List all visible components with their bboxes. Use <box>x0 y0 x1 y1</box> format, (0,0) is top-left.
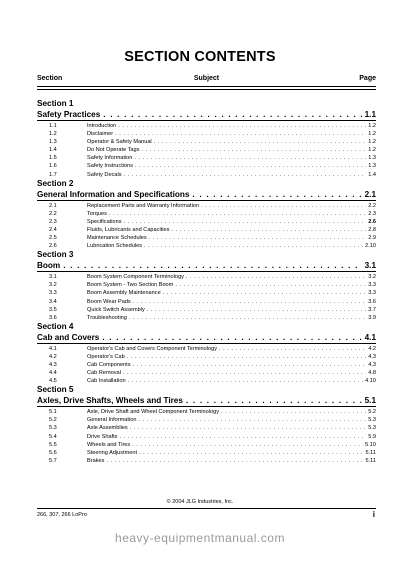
toc-entry[interactable] <box>37 298 376 306</box>
entry-number: 3.6 <box>49 314 57 321</box>
entry-page: 4.2 <box>368 345 376 352</box>
entry-number: 5.7 <box>49 457 57 464</box>
entry-page: 4.3 <box>368 361 376 368</box>
header-section: Section <box>37 75 63 82</box>
dot-leader <box>141 146 366 154</box>
dot-leader <box>192 189 361 200</box>
entry-subject: Lubrication Schedules <box>87 243 143 250</box>
entry-page: 3.9 <box>368 314 376 321</box>
toc-entry[interactable] <box>37 289 376 297</box>
entry-page: 1.2 <box>368 123 376 129</box>
entry-subject: Torques <box>87 210 107 217</box>
entry-page: 2.8 <box>368 226 376 233</box>
entry-subject: Replacement Parts and Warranty Information <box>87 202 200 209</box>
toc-entry[interactable] <box>37 408 376 416</box>
entry-number: 3.4 <box>49 298 57 305</box>
entry-subject: Operator & Safety Manual <box>87 139 152 146</box>
entry-number: 5.5 <box>49 441 57 448</box>
section-title: General Information and Specifications <box>37 189 190 199</box>
entry-subject: Brakes <box>87 457 105 464</box>
dot-leader <box>109 210 366 218</box>
entry-number: 4.3 <box>49 361 57 368</box>
entry-page: 5.2 <box>368 409 376 416</box>
dot-leader <box>221 408 366 416</box>
dot-leader <box>186 395 362 406</box>
section-label: Section 2 <box>37 178 74 188</box>
toc-entry[interactable] <box>37 242 376 250</box>
entry-number: 1.1 <box>49 123 57 129</box>
entry-page: 5.3 <box>368 425 376 432</box>
dot-leader <box>149 234 367 242</box>
toc-entry[interactable] <box>37 202 376 210</box>
entry-page: 2.9 <box>368 235 376 242</box>
entry-subject: Safety Instructions <box>87 163 134 170</box>
section-page: 1.1 <box>364 110 376 119</box>
entry-subject: General Information <box>87 417 137 424</box>
toc-entry[interactable] <box>37 122 376 130</box>
section-title: Safety Practices <box>37 110 101 119</box>
entry-subject: Safety Decals <box>87 171 122 178</box>
section-label: Section 5 <box>37 385 74 395</box>
toc-entry[interactable] <box>37 273 376 281</box>
entry-page: 2.3 <box>368 210 376 217</box>
toc-entry[interactable] <box>37 441 376 449</box>
dot-leader <box>127 353 366 361</box>
entry-page: 4.3 <box>368 353 376 360</box>
entry-subject: Operator's Cab and Covers Component Terminology <box>87 345 217 352</box>
entry-subject: Wheels and Tires <box>87 441 131 448</box>
entry-number: 3.1 <box>49 274 57 281</box>
entry-number: 3.2 <box>49 282 57 289</box>
toc-entry[interactable] <box>37 154 376 162</box>
dot-leader <box>133 361 367 369</box>
entry-number: 5.3 <box>49 425 57 432</box>
toc-entry[interactable] <box>37 314 376 322</box>
dot-leader <box>138 416 366 424</box>
entry-subject: Operator's Cab <box>87 353 125 360</box>
dot-leader <box>63 260 361 271</box>
dot-leader <box>144 242 363 250</box>
entry-page: 1.4 <box>368 171 376 178</box>
dot-leader <box>132 441 363 449</box>
toc-entry[interactable] <box>37 369 376 377</box>
header-rule-top <box>37 86 376 87</box>
dot-leader <box>124 171 367 179</box>
entry-page: 1.2 <box>368 147 376 154</box>
toc-entry[interactable] <box>37 449 376 457</box>
dot-leader <box>106 457 363 465</box>
toc-entry[interactable] <box>37 138 376 146</box>
entry-subject: Boom Wear Pads <box>87 298 131 305</box>
toc-entry[interactable] <box>37 424 376 432</box>
dot-leader <box>201 202 366 210</box>
section-heading[interactable] <box>37 109 376 121</box>
entry-subject: Quick Switch Assembly <box>87 306 145 313</box>
toc-entry[interactable] <box>37 377 376 385</box>
section-heading[interactable] <box>37 332 376 344</box>
dot-leader <box>103 109 361 120</box>
entry-subject: Boom System - Two Section Boom <box>87 282 174 289</box>
section-heading[interactable] <box>37 189 376 201</box>
dot-leader <box>147 306 366 314</box>
entry-number: 2.6 <box>49 243 57 250</box>
section-heading[interactable] <box>37 395 376 407</box>
entry-number: 1.4 <box>49 147 57 154</box>
entry-number: 3.5 <box>49 306 57 313</box>
section-title: Cab and Covers <box>37 332 100 342</box>
section-page: 3.1 <box>364 261 376 271</box>
entry-subject: Troubleshooting <box>87 314 127 321</box>
dot-leader <box>119 433 366 441</box>
watermark: heavy-equipmentmanual.com <box>115 531 285 545</box>
dot-leader <box>124 218 367 226</box>
entry-page: 3.7 <box>368 306 376 313</box>
entry-page: 5.11 <box>365 449 376 456</box>
toc-entry[interactable] <box>37 457 376 465</box>
dot-leader <box>123 369 366 377</box>
footer-rule <box>37 508 376 509</box>
entry-subject: Maintenance Schedules <box>87 235 147 242</box>
entry-page: 1.3 <box>368 155 376 162</box>
entry-page: 1.2 <box>368 131 376 138</box>
dot-leader <box>135 162 366 170</box>
entry-page: 5.3 <box>368 417 376 424</box>
entry-subject: Safety Information <box>87 155 133 162</box>
section-title: Axles, Drive Shafts, Wheels and Tires <box>37 396 183 406</box>
toc-entry[interactable] <box>37 416 376 424</box>
toc-entry[interactable] <box>37 234 376 242</box>
entry-number: 5.1 <box>49 409 57 416</box>
toc-entry[interactable] <box>37 210 376 218</box>
section-label: Section 3 <box>37 250 74 260</box>
entry-number: 1.7 <box>49 171 57 178</box>
toc-entry[interactable] <box>37 146 376 154</box>
model-list: 266, 307, 266 LoPro <box>37 512 87 518</box>
dot-leader <box>219 345 366 353</box>
entry-number: 5.2 <box>49 417 57 424</box>
dot-leader <box>128 377 364 385</box>
entry-page: 5.10 <box>365 441 376 448</box>
toc-entry[interactable] <box>37 226 376 234</box>
dot-leader <box>115 130 366 138</box>
entry-number: 5.6 <box>49 449 57 456</box>
entry-number: 2.4 <box>49 226 57 233</box>
toc-entry[interactable] <box>37 353 376 361</box>
dot-leader <box>102 332 361 343</box>
entry-number: 2.1 <box>49 202 57 209</box>
entry-number: 1.3 <box>49 139 57 146</box>
entry-page: 2.10 <box>365 243 376 250</box>
entry-number: 2.5 <box>49 235 57 242</box>
entry-subject: Fluids, Lubricants and Capacities <box>87 226 170 233</box>
dot-leader <box>139 449 363 457</box>
dot-leader <box>186 273 366 281</box>
entry-number: 3.3 <box>49 290 57 297</box>
entry-number: 2.2 <box>49 210 57 217</box>
entry-number: 1.6 <box>49 163 57 170</box>
entry-page: 5.9 <box>368 433 376 440</box>
entry-subject: Specifications <box>87 218 122 225</box>
header-page: Page <box>359 75 376 82</box>
page-number: i <box>372 510 375 519</box>
section-heading[interactable] <box>37 260 376 272</box>
entry-number: 2.3 <box>49 218 57 225</box>
entry-page: 2.6 <box>368 218 376 225</box>
entry-page: 1.3 <box>368 163 376 170</box>
entry-subject: Steering Adjustment <box>87 449 138 456</box>
entry-page: 1.2 <box>368 139 376 146</box>
dot-leader <box>118 122 366 130</box>
section-label: Section 1 <box>37 99 74 108</box>
section-page: 4.1 <box>364 332 376 342</box>
toc-entry[interactable] <box>37 171 376 179</box>
entry-subject: Introduction <box>87 123 117 129</box>
toc-entry[interactable] <box>37 162 376 170</box>
table-header <box>37 73 376 85</box>
dot-leader <box>163 289 367 297</box>
entry-page: 3.3 <box>368 282 376 289</box>
entry-subject: Cab Installation <box>87 378 126 385</box>
dot-leader <box>129 314 366 322</box>
dot-leader <box>134 154 366 162</box>
entry-subject: Do Not Operate Tags <box>87 147 140 154</box>
entry-page: 3.6 <box>368 298 376 305</box>
entry-subject: Disclaimer <box>87 131 114 138</box>
toc-entry[interactable] <box>37 361 376 369</box>
entry-number: 4.1 <box>49 345 57 352</box>
entry-page: 3.3 <box>368 290 376 297</box>
entry-subject: Cab Removal <box>87 370 121 377</box>
entry-number: 1.2 <box>49 131 57 138</box>
entry-page: 3.2 <box>368 274 376 281</box>
table-of-contents <box>37 99 376 465</box>
entry-page: 4.8 <box>368 370 376 377</box>
entry-number: 5.4 <box>49 433 57 440</box>
section-title: Boom <box>37 261 61 271</box>
toc-entry[interactable] <box>37 306 376 314</box>
dot-leader <box>175 281 366 289</box>
dot-leader <box>130 424 366 432</box>
copyright-notice: © 2004 JLG Industries, Inc. <box>166 499 234 505</box>
entry-page: 4.10 <box>365 378 376 385</box>
section-page: 5.1 <box>364 396 376 406</box>
dot-leader <box>154 138 367 146</box>
dot-leader <box>133 298 366 306</box>
entry-subject: Boom System Component Terminology <box>87 274 184 281</box>
entry-number: 1.5 <box>49 155 57 162</box>
dot-leader <box>171 226 366 234</box>
page-title: SECTION CONTENTS <box>124 49 276 65</box>
entry-subject: Drive Shafts <box>87 433 118 440</box>
entry-number: 4.4 <box>49 370 57 377</box>
entry-number: 4.2 <box>49 353 57 360</box>
entry-number: 4.5 <box>49 378 57 385</box>
toc-entry[interactable] <box>37 281 376 289</box>
entry-page: 2.2 <box>368 202 376 209</box>
entry-subject: Axle Assemblies <box>87 425 128 432</box>
header-rule-bottom <box>37 89 376 90</box>
entry-page: 5.11 <box>365 457 376 464</box>
toc-entry[interactable] <box>37 130 376 138</box>
section-label: Section 4 <box>37 321 74 331</box>
toc-entry[interactable] <box>37 433 376 441</box>
entry-subject: Boom Assembly Maintenance <box>87 290 161 297</box>
entry-subject: Axle, Drive Shaft and Wheel Component Terminology <box>87 409 220 416</box>
header-subject: Subject <box>193 75 220 82</box>
toc-entry[interactable] <box>37 345 376 353</box>
entry-subject: Cab Components <box>87 361 131 368</box>
toc-entry[interactable] <box>37 218 376 226</box>
section-page: 2.1 <box>364 189 376 199</box>
